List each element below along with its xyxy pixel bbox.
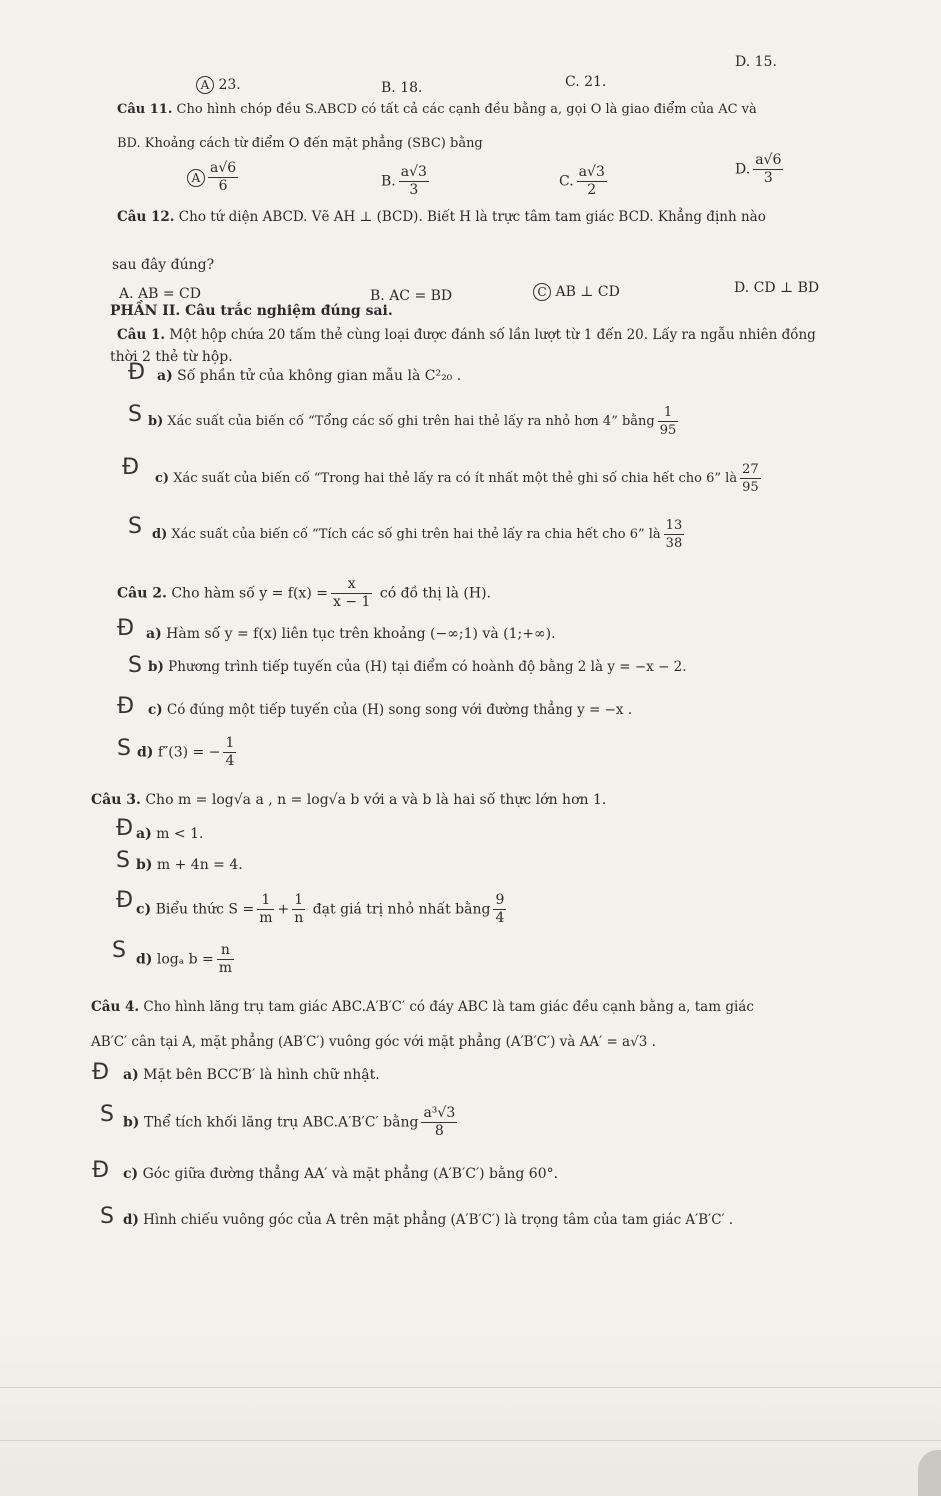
c1-item-c	[155, 461, 764, 496]
c2-mark-b	[128, 653, 142, 678]
q11-option-b	[381, 164, 432, 199]
q11-line1	[117, 102, 757, 117]
c4-b-label: b)	[123, 1114, 140, 1131]
c4-mark-c	[92, 1158, 109, 1183]
c2-f-den: x − 1	[332, 594, 371, 610]
c3-a-label: a)	[136, 826, 152, 842]
c3-text: Cho m = log√a a , n = log√a b với a và b là hai số thực lớn hơn 1.	[145, 792, 607, 808]
c1-d-num: 13	[665, 518, 683, 533]
c3-c-d2: n	[294, 910, 304, 926]
c4-a-text: Mặt bên BCC′B′ là hình chữ nhật.	[143, 1067, 380, 1083]
q12-text1: Cho tứ diện ABCD. Vẽ AH ⊥ (BCD). Biết H là trực tâm tam giác BCD. Khẳng định nào	[178, 209, 766, 225]
page-bottom-margin	[0, 1330, 941, 1496]
c4-line1	[91, 999, 754, 1015]
c1-line1	[117, 327, 816, 343]
c1-d-den: 38	[665, 536, 683, 551]
c2-d-pre: f″(3) = −	[157, 744, 221, 761]
handwritten-mark-icon: Đ	[128, 360, 146, 385]
c1-b-label: b)	[148, 414, 164, 429]
handwritten-mark-icon: S	[128, 653, 142, 678]
c2-item-a	[146, 626, 556, 642]
c4-mark-b	[100, 1102, 114, 1127]
c2-label: Câu 2.	[117, 585, 167, 602]
handwritten-mark-icon: S	[100, 1204, 114, 1229]
c1-mark-d	[128, 514, 142, 539]
c4-c-text: Góc giữa đường thẳng AA′ và mặt phẳng (A′B′C′) bằng 60°.	[142, 1166, 559, 1182]
c4-a-label: a)	[123, 1067, 139, 1083]
c1-item-a	[157, 368, 461, 384]
q11-option-a	[187, 160, 241, 195]
c3-c-d1: m	[259, 910, 273, 926]
c1-mark-b	[128, 402, 142, 427]
c2-a-text: Hàm số y = f(x) liên tục trên khoảng (−∞;1) và (1;+∞).	[166, 626, 556, 642]
handwritten-mark-icon: S	[112, 938, 126, 963]
c3-d-pre: logₐ b =	[156, 951, 214, 968]
handwritten-mark-icon: Đ	[92, 1060, 110, 1085]
c1-d-label: d)	[152, 527, 168, 542]
faint-rule	[0, 1440, 941, 1441]
c3-mark-b	[116, 848, 130, 873]
c4-item-b	[123, 1105, 460, 1140]
prev-option-d: D. 15.	[735, 54, 777, 70]
handwritten-mark-icon: S	[128, 402, 142, 427]
handwritten-mark-icon: Đ	[92, 1158, 110, 1183]
c3-a-text: m < 1.	[156, 826, 204, 842]
c4-b-den: 8	[434, 1123, 444, 1139]
c1-label: Câu 1.	[117, 327, 166, 343]
q11-label: Câu 11.	[117, 102, 173, 117]
c3-b-label: b)	[136, 857, 153, 873]
c4-label: Câu 4.	[91, 999, 140, 1015]
c3-item-b	[136, 857, 243, 873]
c1-d-text: Xác suất của biến cố “Tích các số ghi trên hai thẻ lấy ra chia hết cho 6” là	[171, 527, 661, 542]
c2-a-label: a)	[146, 626, 162, 642]
handwritten-mark-icon: Đ	[116, 816, 134, 841]
c3-c-n1: 1	[257, 892, 274, 910]
c3-mark-d	[112, 938, 126, 963]
c2-mark-a	[117, 616, 134, 641]
c3-d-label: d)	[136, 951, 153, 968]
c3-c-pre: Biểu thức S =	[155, 901, 255, 918]
c4-c-label: c)	[123, 1166, 139, 1182]
q11-c-label: C.	[559, 173, 574, 190]
c3-c-plus: +	[277, 901, 290, 918]
q12-text2: sau đây đúng?	[112, 257, 215, 273]
c3-item-c	[136, 892, 509, 927]
prev-option-a	[196, 76, 241, 94]
c4-d-text: Hình chiếu vuông góc của A trên mặt phẳng (A′B′C′) là trọng tâm của tam giác A′B′C′ .	[143, 1212, 734, 1228]
c4-item-d	[123, 1212, 733, 1228]
c3-c-mid: đạt giá trị nhỏ nhất bằng	[312, 901, 491, 918]
c3-mark-a	[116, 816, 133, 841]
c3-c-d3: 4	[495, 910, 505, 926]
c3-d-den: m	[218, 960, 233, 976]
c1-text2: thời 2 thẻ từ hộp.	[110, 349, 233, 365]
c3-c-n2: 1	[292, 892, 305, 910]
c2-item-c	[148, 702, 632, 718]
c2-f-num: x	[331, 576, 372, 594]
c4-d-label: d)	[123, 1212, 139, 1228]
c2-text2: có đồ thị là (H).	[379, 585, 491, 602]
page-edge-shadow	[918, 1450, 941, 1496]
q11-d-num: a√6	[755, 152, 782, 168]
q12-c-text: AB ⊥ CD	[555, 284, 620, 300]
c3-d-num: n	[217, 942, 234, 960]
q12-option-c	[533, 283, 620, 301]
c4-text2: AB′C′ cân tại A, mặt phẳng (AB′C′) vuông góc với mặt phẳng (A′B′C′) và AA′ = a√3 .	[91, 1034, 656, 1050]
handwritten-mark-icon: S	[117, 736, 131, 761]
q11-text1: Cho hình chóp đều S.ABCD có tất cả các cạnh đều bằng a, gọi O là giao điểm của AC và	[176, 102, 757, 117]
c3-mark-c	[116, 888, 133, 913]
c1-b-num: 1	[658, 404, 679, 422]
circled-mark-icon: A	[187, 169, 205, 187]
c2-mark-d	[117, 736, 131, 761]
q12-option-d: D. CD ⊥ BD	[734, 280, 820, 296]
q11-a-num: a√6	[210, 160, 237, 176]
c2-d-label: d)	[137, 744, 154, 761]
c2-mark-c	[117, 694, 134, 719]
q12-option-a: A. AB = CD	[119, 286, 201, 302]
q12-line1	[117, 209, 766, 225]
c2-b-text: Phương trình tiếp tuyến của (H) tại điểm có hoành độ bằng 2 là y = −x − 2.	[168, 659, 687, 675]
q11-c-num: a√3	[578, 164, 605, 180]
c4-mark-d	[100, 1204, 114, 1229]
c2-line1	[117, 576, 491, 611]
c3-label: Câu 3.	[91, 792, 141, 808]
q11-d-den: 3	[763, 170, 773, 186]
handwritten-mark-icon: S	[128, 514, 142, 539]
c1-c-label: c)	[155, 471, 170, 486]
c1-item-b	[148, 404, 681, 439]
q11-d-label: D.	[735, 161, 751, 178]
prev-option-c: C. 21.	[565, 74, 607, 90]
c2-text1: Cho hàm số y = f(x) =	[171, 585, 328, 602]
c1-b-text: Xác suất của biến cố “Tổng các số ghi trên hai thẻ lấy ra nhỏ hơn 4” bằng	[167, 414, 655, 429]
handwritten-mark-icon: S	[116, 848, 130, 873]
q11-b-den: 3	[409, 182, 419, 198]
c3-item-d	[136, 942, 237, 977]
handwritten-mark-icon: Đ	[117, 616, 135, 641]
prev-option-a-value: 23.	[218, 77, 241, 93]
c1-a-text: Số phần tử của không gian mẫu là C²₂₀ .	[177, 368, 462, 384]
prev-option-b: B. 18.	[381, 80, 423, 96]
q12-label: Câu 12.	[117, 209, 175, 225]
c1-mark-c	[122, 455, 139, 480]
part2-title: PHẦN II. Câu trắc nghiệm đúng sai.	[110, 303, 393, 319]
c1-a-label: a)	[157, 368, 173, 384]
q11-b-label: B.	[381, 173, 396, 190]
q11-text2: BD. Khoảng cách từ điểm O đến mặt phẳng (SBC) bằng	[117, 136, 483, 151]
c2-item-d	[137, 735, 239, 770]
handwritten-mark-icon: S	[100, 1102, 114, 1127]
c2-d-num: 1	[225, 735, 235, 751]
c3-b-text: m + 4n = 4.	[156, 857, 243, 873]
q11-option-d	[735, 152, 786, 187]
c2-item-b	[148, 659, 687, 675]
c1-b-den: 95	[659, 423, 677, 438]
c4-mark-a	[92, 1060, 109, 1085]
c1-text1: Một hộp chứa 20 tấm thẻ cùng loại được đánh số lần lượt từ 1 đến 20. Lấy ra ngẫu nhiên đồng	[169, 327, 816, 343]
c3-item-a	[136, 826, 203, 842]
c4-b-text: Thể tích khối lăng trụ ABC.A′B′C′ bằng	[143, 1114, 419, 1131]
c1-c-num: 27	[742, 462, 759, 477]
handwritten-mark-icon: Đ	[117, 694, 135, 719]
c4-b-num: a³√3	[423, 1105, 456, 1121]
c4-item-c	[123, 1166, 558, 1182]
c3-c-label: c)	[136, 901, 152, 918]
c3-c-n3: 9	[495, 892, 505, 908]
c2-c-label: c)	[148, 702, 163, 718]
q11-option-c	[559, 164, 610, 199]
c1-item-d	[152, 517, 687, 552]
q11-a-den: 6	[218, 178, 228, 194]
handwritten-mark-icon: Đ	[122, 455, 140, 480]
q11-c-den: 2	[587, 182, 597, 198]
c4-text1: Cho hình lăng trụ tam giác ABC.A′B′C′ có đáy ABC là tam giác đều cạnh bằng a, tam giác	[143, 999, 754, 1015]
circled-mark-icon: A	[196, 76, 214, 94]
c2-c-text: Có đúng một tiếp tuyến của (H) song song với đường thẳng y = −x .	[166, 702, 633, 718]
handwritten-mark-icon: Đ	[116, 888, 134, 913]
c2-b-label: b)	[148, 659, 164, 675]
q11-b-num: a√3	[400, 164, 427, 180]
faint-rule	[0, 1387, 941, 1388]
q12-option-b: B. AC = BD	[370, 288, 453, 304]
c1-c-den: 95	[742, 480, 759, 495]
circled-mark-icon: C	[533, 283, 551, 301]
c2-d-den: 4	[225, 753, 235, 769]
c1-c-text: Xác suất của biến cố “Trong hai thẻ lấy ra có ít nhất một thẻ ghi số chia hết cho 6” là	[173, 471, 738, 486]
c1-mark-a	[128, 360, 145, 385]
c4-item-a	[123, 1067, 380, 1083]
c3-line1	[91, 792, 606, 808]
